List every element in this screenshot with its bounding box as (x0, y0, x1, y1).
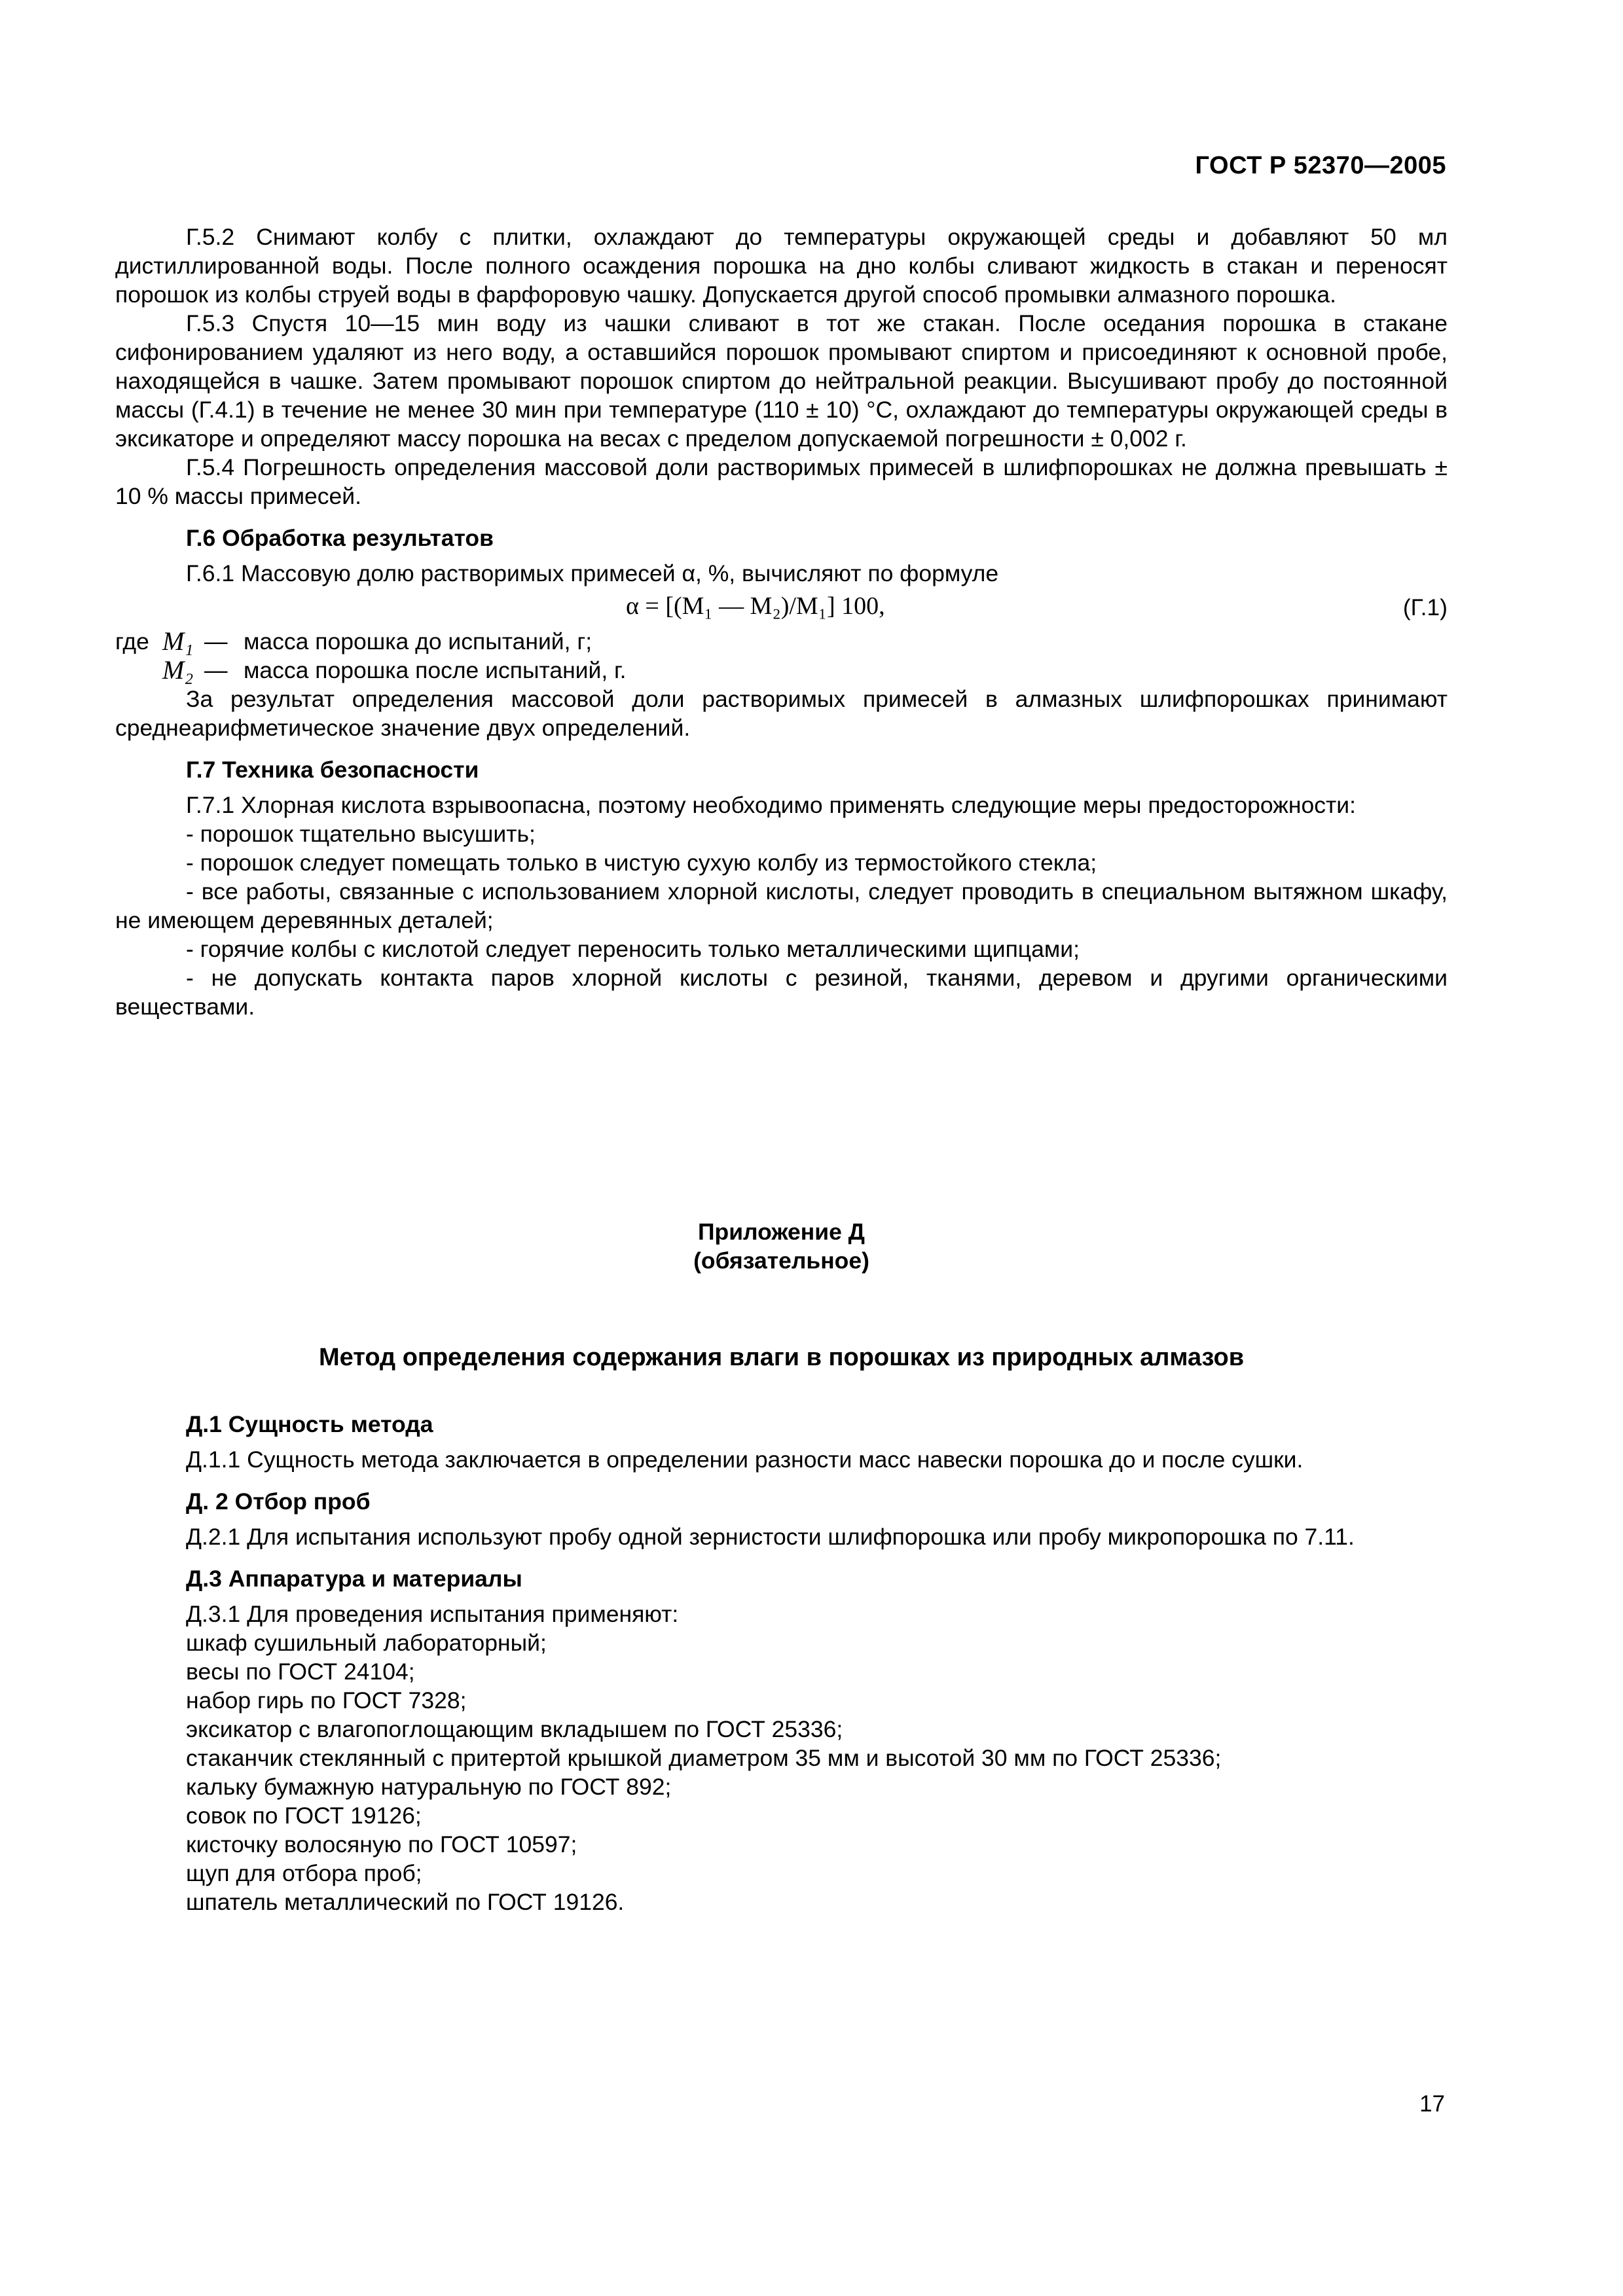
list-item: щуп для отбора проб; (186, 1860, 422, 1886)
where-row (115, 627, 1448, 656)
page-number: 17 (1419, 2091, 1445, 2117)
formula-g1 (115, 589, 1448, 626)
where-dash: — (204, 628, 228, 655)
where-label: где (115, 628, 149, 655)
list-item: кисточку волосяную по ГОСТ 10597; (186, 1831, 577, 1857)
appendix-label: Приложение Д (698, 1219, 865, 1245)
appendix-status: (обязательное) (693, 1247, 869, 1274)
section-heading-g6: Г.6 Обработка результатов (186, 525, 494, 551)
list-item: - не допускать контакта паров хлорной кислоты с резиной, тканями, деревом и другими органическими веществами. (115, 965, 1448, 1020)
section-heading-g7: Г.7 Техника безопасности (186, 757, 479, 783)
list-item: - порошок тщательно высушить; (186, 821, 536, 847)
where-description: масса порошка после испытаний, г. (244, 657, 627, 683)
paragraph-g71: Г.7.1 Хлорная кислота взрывоопасна, поэтому необходимо применять следующие меры предосторожности: (186, 792, 1356, 818)
where-row (115, 656, 1448, 685)
list-item: набор гирь по ГОСТ 7328; (186, 1687, 467, 1713)
where-symbol: M₂ (162, 655, 194, 685)
list-item: эксикатор с влагопоглощающим вкладышем по ГОСТ 25336; (186, 1716, 843, 1742)
paragraph-g54: Г.5.4 Погрешность определения массовой доли растворимых примесей в шлифпорошках не должна превышать ± 10 % массы примесей. (115, 454, 1448, 509)
list-item: - все работы, связанные с использованием хлорной кислоты, следует проводить в специальном вытяжном шкафу, не имеющем деревянных деталей; (115, 878, 1448, 933)
list-item: совок по ГОСТ 19126; (186, 1803, 422, 1829)
where-description: масса порошка до испытаний, г; (244, 628, 593, 655)
list-item: - горячие колбы с кислотой следует переносить только металлическими щипцами; (186, 936, 1080, 962)
list-item: кальку бумажную натуральную по ГОСТ 892; (186, 1774, 672, 1800)
list-item: стаканчик стеклянный с притертой крышкой диаметром 35 мм и высотой 30 мм по ГОСТ 25336; (186, 1745, 1222, 1771)
paragraph-g61: Г.6.1 Массовую долю растворимых примесей α, %, вычисляют по формуле (186, 560, 999, 586)
paragraph-d31: Д.3.1 Для проведения испытания применяют: (186, 1601, 679, 1627)
paragraph-g53: Г.5.3 Спустя 10—15 мин воду из чашки сливают в тот же стакан. После оседания порошка в стакане сифонированием удаляют из него воду, а оставшийся порошок промывают спиртом и присоединяют к основной пробе, находящейся в чашке. Затем промывают порошок спиртом до нейтральной реакции. Высушивают пробу до постоянной массы (Г.4.1) в течение не менее 30 мин при температуре (110 ± 10) °С, охлаждают до температуры окружающей среды в эксикаторе и определяют массу порошка на весах с пределом допускаемой погрешности ± 0,002 г. (115, 310, 1448, 452)
page-content (115, 223, 1448, 1916)
list-item: шпатель металлический по ГОСТ 19126. (186, 1889, 625, 1915)
paragraph-d11: Д.1.1 Сущность метода заключается в определении разности масс навески порошка до и после сушки. (186, 1446, 1304, 1473)
where-dash: — (204, 657, 228, 683)
section-heading-d3: Д.3 Аппаратура и материалы (186, 1566, 522, 1592)
list-item: - порошок следует помещать только в чистую сухую колбу из термостойкого стекла; (186, 850, 1097, 876)
appendix-title: Метод определения содержания влаги в порошках из природных алмазов (318, 1344, 1245, 1371)
formula-expression: α = [(M₁ — M₂)/M₁] 100, (626, 592, 885, 620)
list-item: весы по ГОСТ 24104; (186, 1659, 415, 1685)
formula-number: (Г.1) (1402, 594, 1448, 620)
paragraph-result: За результат определения массовой доли растворимых примесей в алмазных шлифпорошках принимают среднеарифметическое значение двух определений. (115, 686, 1448, 741)
paragraph-d21: Д.2.1 Для испытания используют пробу одной зернистости шлифпорошка или пробу микропорошка по 7.11. (186, 1524, 1355, 1550)
equipment-list (186, 1628, 1448, 1916)
where-symbol: M₁ (162, 626, 194, 656)
section-heading-d1: Д.1 Сущность метода (186, 1411, 433, 1437)
section-heading-d2: Д. 2 Отбор проб (186, 1488, 371, 1515)
paragraph-g52: Г.5.2 Снимают колбу с плитки, охлаждают до температуры окружающей среды и добавляют 50 мл дистиллированной воды. После полного осаждения порошка на дно колбы сливают жидкость в стакан и переносят порошок из колбы струей воды в фарфоровую чашку. Допускается другой способ промывки алмазного порошка. (115, 224, 1448, 308)
document-code: ГОСТ Р 52370—2005 (1195, 152, 1446, 179)
list-item: шкаф сушильный лабораторный; (186, 1630, 547, 1656)
